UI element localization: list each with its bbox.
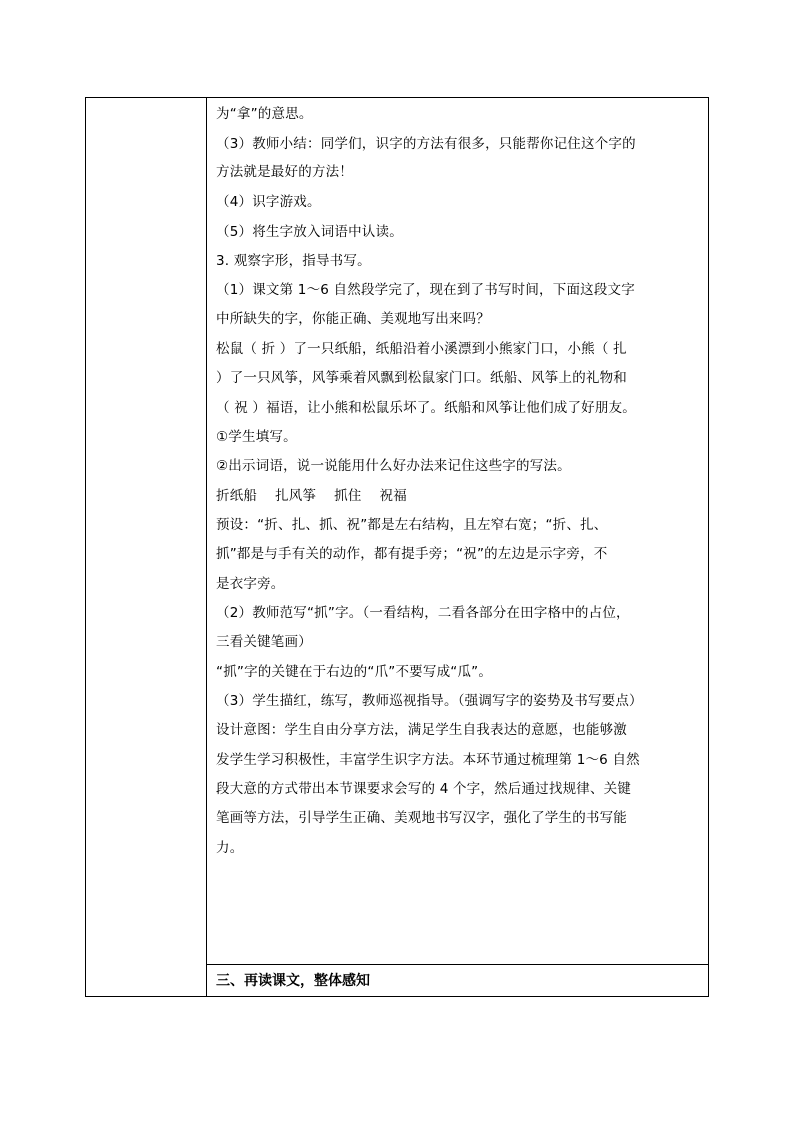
text-line: （1）课文第 1～6 自然段学完了，现在到了书写时间，下面这段文字 <box>216 282 635 298</box>
text-line: （4）识字游戏。 <box>216 194 321 210</box>
text-line: 设计意图：学生自由分享方法，满足学生自我表达的意愿，也能够激 <box>216 722 627 738</box>
text-line: 3. 观察字形，指导书写。 <box>216 253 371 269</box>
text-line: ①学生填写。 <box>216 429 297 445</box>
text-line: 三看关键笔画） <box>216 634 312 650</box>
text-line: 笔画等方法，引导学生正确、美观地书写汉字，强化了学生的书写能 <box>216 810 627 826</box>
text-line: 抓”都是与手有关的动作，都有提手旁；“祝”的左边是示字旁，不 <box>216 546 608 562</box>
text-line: 为“拿”的意思。 <box>216 106 313 122</box>
text-line: 是衣字旁。 <box>216 576 285 592</box>
lesson-table <box>85 97 709 997</box>
text-line: 松鼠（ 折 ）了一只纸船，纸船沿着小溪漂到小熊家门口，小熊（ 扎 <box>216 341 627 357</box>
text-line: ）了一只风筝，风筝乘着风飘到松鼠家门口。纸船、风筝上的礼物和 <box>216 370 627 386</box>
text-line: 方法就是最好的方法！ <box>216 164 353 180</box>
word-list: 折纸船 扎风筝 抓住 祝福 <box>216 488 407 504</box>
text-line: 发学生学习积极性，丰富学生识字方法。本环节通过梳理第 1～6 自然 <box>216 752 640 768</box>
text-line: 中所缺失的字，你能正确、美观地写出来吗？ <box>216 311 490 327</box>
text-line: （2）教师范写“抓”字。（一看结构，二看各部分在田字格中的占位， <box>216 605 630 621</box>
text-line: 预设：“折、扎、抓、祝”都是左右结构，且左窄右宽；“折、扎、 <box>216 517 608 533</box>
text-line: （3）学生描红，练写，教师巡视指导。（强调写字的姿势及书写要点） <box>216 693 643 709</box>
section-heading: 三、再读课文，整体感知 <box>216 973 370 989</box>
text-line: （5）将生字放入词语中认读。 <box>216 224 403 240</box>
section-row <box>207 964 708 998</box>
content-cell <box>207 98 708 996</box>
text-line: （ 祝 ）福语，让小熊和松鼠乐坏了。纸船和风筝让他们成了好朋友。 <box>216 400 636 416</box>
text-line: ②出示词语，说一说能用什么好办法来记住这些字的写法。 <box>216 458 571 474</box>
text-line: （3）教师小结：同学们，识字的方法有很多，只能帮你记住这个字的 <box>216 136 636 152</box>
text-line: “抓”字的关键在于右边的“爪”不要写成“瓜”。 <box>216 664 493 680</box>
text-line: 段大意的方式带出本节课要求会写的 4 个字，然后通过找规律、关键 <box>216 781 632 797</box>
text-line: 力。 <box>216 840 244 856</box>
left-column-cell <box>86 98 207 996</box>
